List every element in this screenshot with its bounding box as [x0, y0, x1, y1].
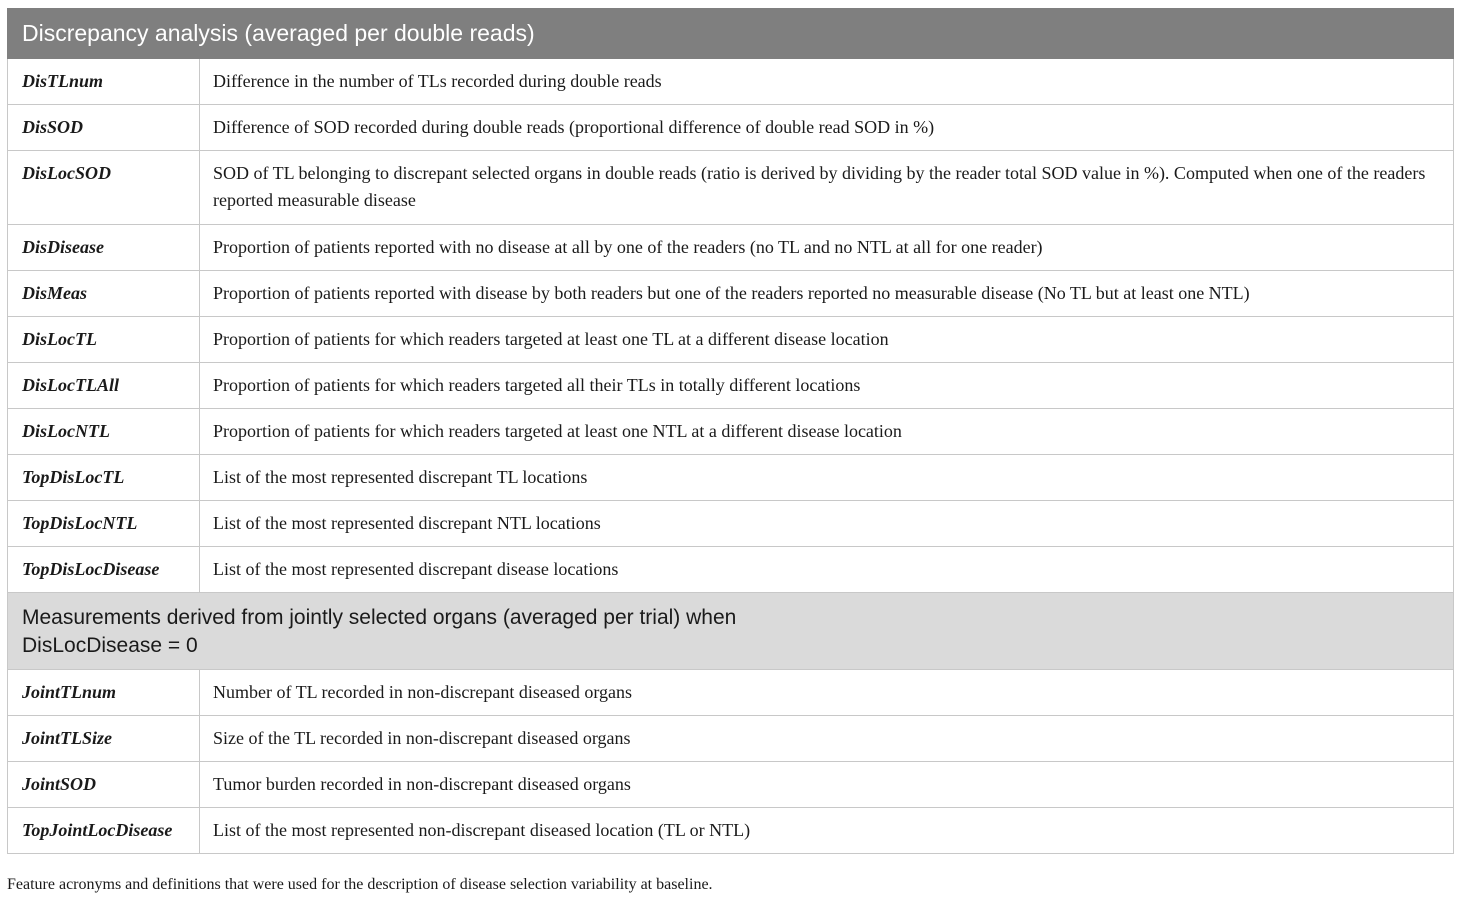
section-header-discrepancy: [8, 9, 1454, 59]
acronym-cell: JointTLnum: [8, 670, 200, 716]
section-title: [8, 593, 1454, 670]
table-row: [8, 317, 1454, 363]
table-row: [8, 409, 1454, 455]
acronym-cell: DisSOD: [8, 105, 200, 151]
acronym-cell: TopDisLocDisease: [8, 547, 200, 593]
table-row: [8, 670, 1454, 716]
definition-cell: Size of the TL recorded in non-discrepant diseased organs: [200, 716, 1454, 762]
acronym-cell: DisLocTL: [8, 317, 200, 363]
definition-cell: Proportion of patients reported with no disease at all by one of the readers (no TL and no NTL at all for one reader): [200, 225, 1454, 271]
table-row: [8, 271, 1454, 317]
definition-cell: Proportion of patients for which readers targeted at least one TL at a different disease location: [200, 317, 1454, 363]
acronym-cell: DisMeas: [8, 271, 200, 317]
table-row: [8, 547, 1454, 593]
table-row: [8, 59, 1454, 105]
table-row: [8, 762, 1454, 808]
section-title-line: Measurements derived from jointly selected organs (averaged per trial) when: [22, 606, 737, 629]
section-title: Discrepancy analysis (averaged per double reads): [8, 9, 1454, 59]
section-header-joint: [8, 593, 1454, 670]
definition-cell: List of the most represented discrepant TL locations: [200, 455, 1454, 501]
acronym-cell: DisDisease: [8, 225, 200, 271]
acronym-cell: DisLocNTL: [8, 409, 200, 455]
section-title-line: DisLocDisease = 0: [22, 634, 198, 657]
definition-cell: Difference in the number of TLs recorded during double reads: [200, 59, 1454, 105]
definition-cell: Number of TL recorded in non-discrepant diseased organs: [200, 670, 1454, 716]
definition-cell: Difference of SOD recorded during double reads (proportional difference of double read SOD in %): [200, 105, 1454, 151]
table-row: [8, 151, 1454, 225]
definition-cell: Tumor burden recorded in non-discrepant diseased organs: [200, 762, 1454, 808]
acronym-cell: TopDisLocTL: [8, 455, 200, 501]
definitions-table: [7, 8, 1454, 854]
table-row: [8, 105, 1454, 151]
definition-cell: List of the most represented discrepant disease locations: [200, 547, 1454, 593]
table-row: [8, 716, 1454, 762]
table-caption: Feature acronyms and definitions that were used for the description of disease selection variability at baseline.: [7, 876, 713, 893]
definition-cell: SOD of TL belonging to discrepant selected organs in double reads (ratio is derived by dividing by the reader total SOD value in %). Computed when one of the readers reported measurable disease: [200, 151, 1454, 225]
definition-cell: Proportion of patients for which readers targeted at least one NTL at a different disease location: [200, 409, 1454, 455]
definition-cell: List of the most represented discrepant NTL locations: [200, 501, 1454, 547]
table-row: [8, 225, 1454, 271]
definition-cell: Proportion of patients reported with disease by both readers but one of the readers reported no measurable disease (No TL but at least one NTL): [200, 271, 1454, 317]
acronym-cell: DisTLnum: [8, 59, 200, 105]
acronym-cell: DisLocSOD: [8, 151, 200, 225]
definition-cell: List of the most represented non-discrepant diseased location (TL or NTL): [200, 808, 1454, 854]
table-row: [8, 455, 1454, 501]
acronym-cell: JointSOD: [8, 762, 200, 808]
acronym-cell: TopJointLocDisease: [8, 808, 200, 854]
table-row: [8, 501, 1454, 547]
acronym-cell: TopDisLocNTL: [8, 501, 200, 547]
definition-cell: Proportion of patients for which readers targeted all their TLs in totally different locations: [200, 363, 1454, 409]
table-row: [8, 363, 1454, 409]
table-row: [8, 808, 1454, 854]
acronym-cell: JointTLSize: [8, 716, 200, 762]
acronym-cell: DisLocTLAll: [8, 363, 200, 409]
